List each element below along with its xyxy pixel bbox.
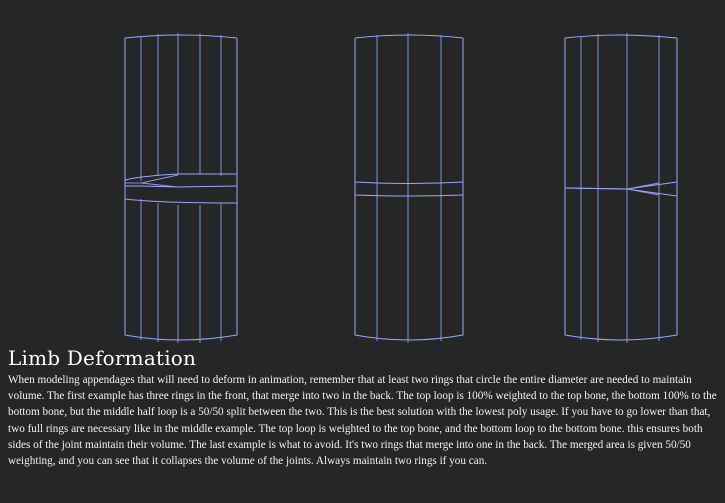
document-body-paragraph: When modeling appendages that will need to deform in animation, remember that at least two rings that circle the entire diameter are needed to maintain volume. The first example has three rings in the front, that merge into two in the back. The top loop is 100% weighted to the top bone, the bottom 100% to the bottom bone, but the middle half loop is a 50/50 split between the two. This is the best solution with the lowest poly usage. If you have to go lower than that, two full rings are necessary like in the middle example. The top loop is weighted to the top bone, and the bottom loop to the bottom bone. this ensures both sides of the joint maintain their volume. The last example is what to avoid. It's two rings that merge into one in the back. The merged area is given 50/50 weighting, and you can see that it collapses the volume of the joints. Always maintain two rings if you can. <box>8 374 717 468</box>
cylinder-collapsing-rings-wireframe <box>565 33 677 343</box>
document-heading: Limb Deformation <box>8 346 197 370</box>
cylinder-two-rings-wireframe <box>355 33 463 343</box>
cylinder-three-rings-wireframe <box>125 33 237 343</box>
